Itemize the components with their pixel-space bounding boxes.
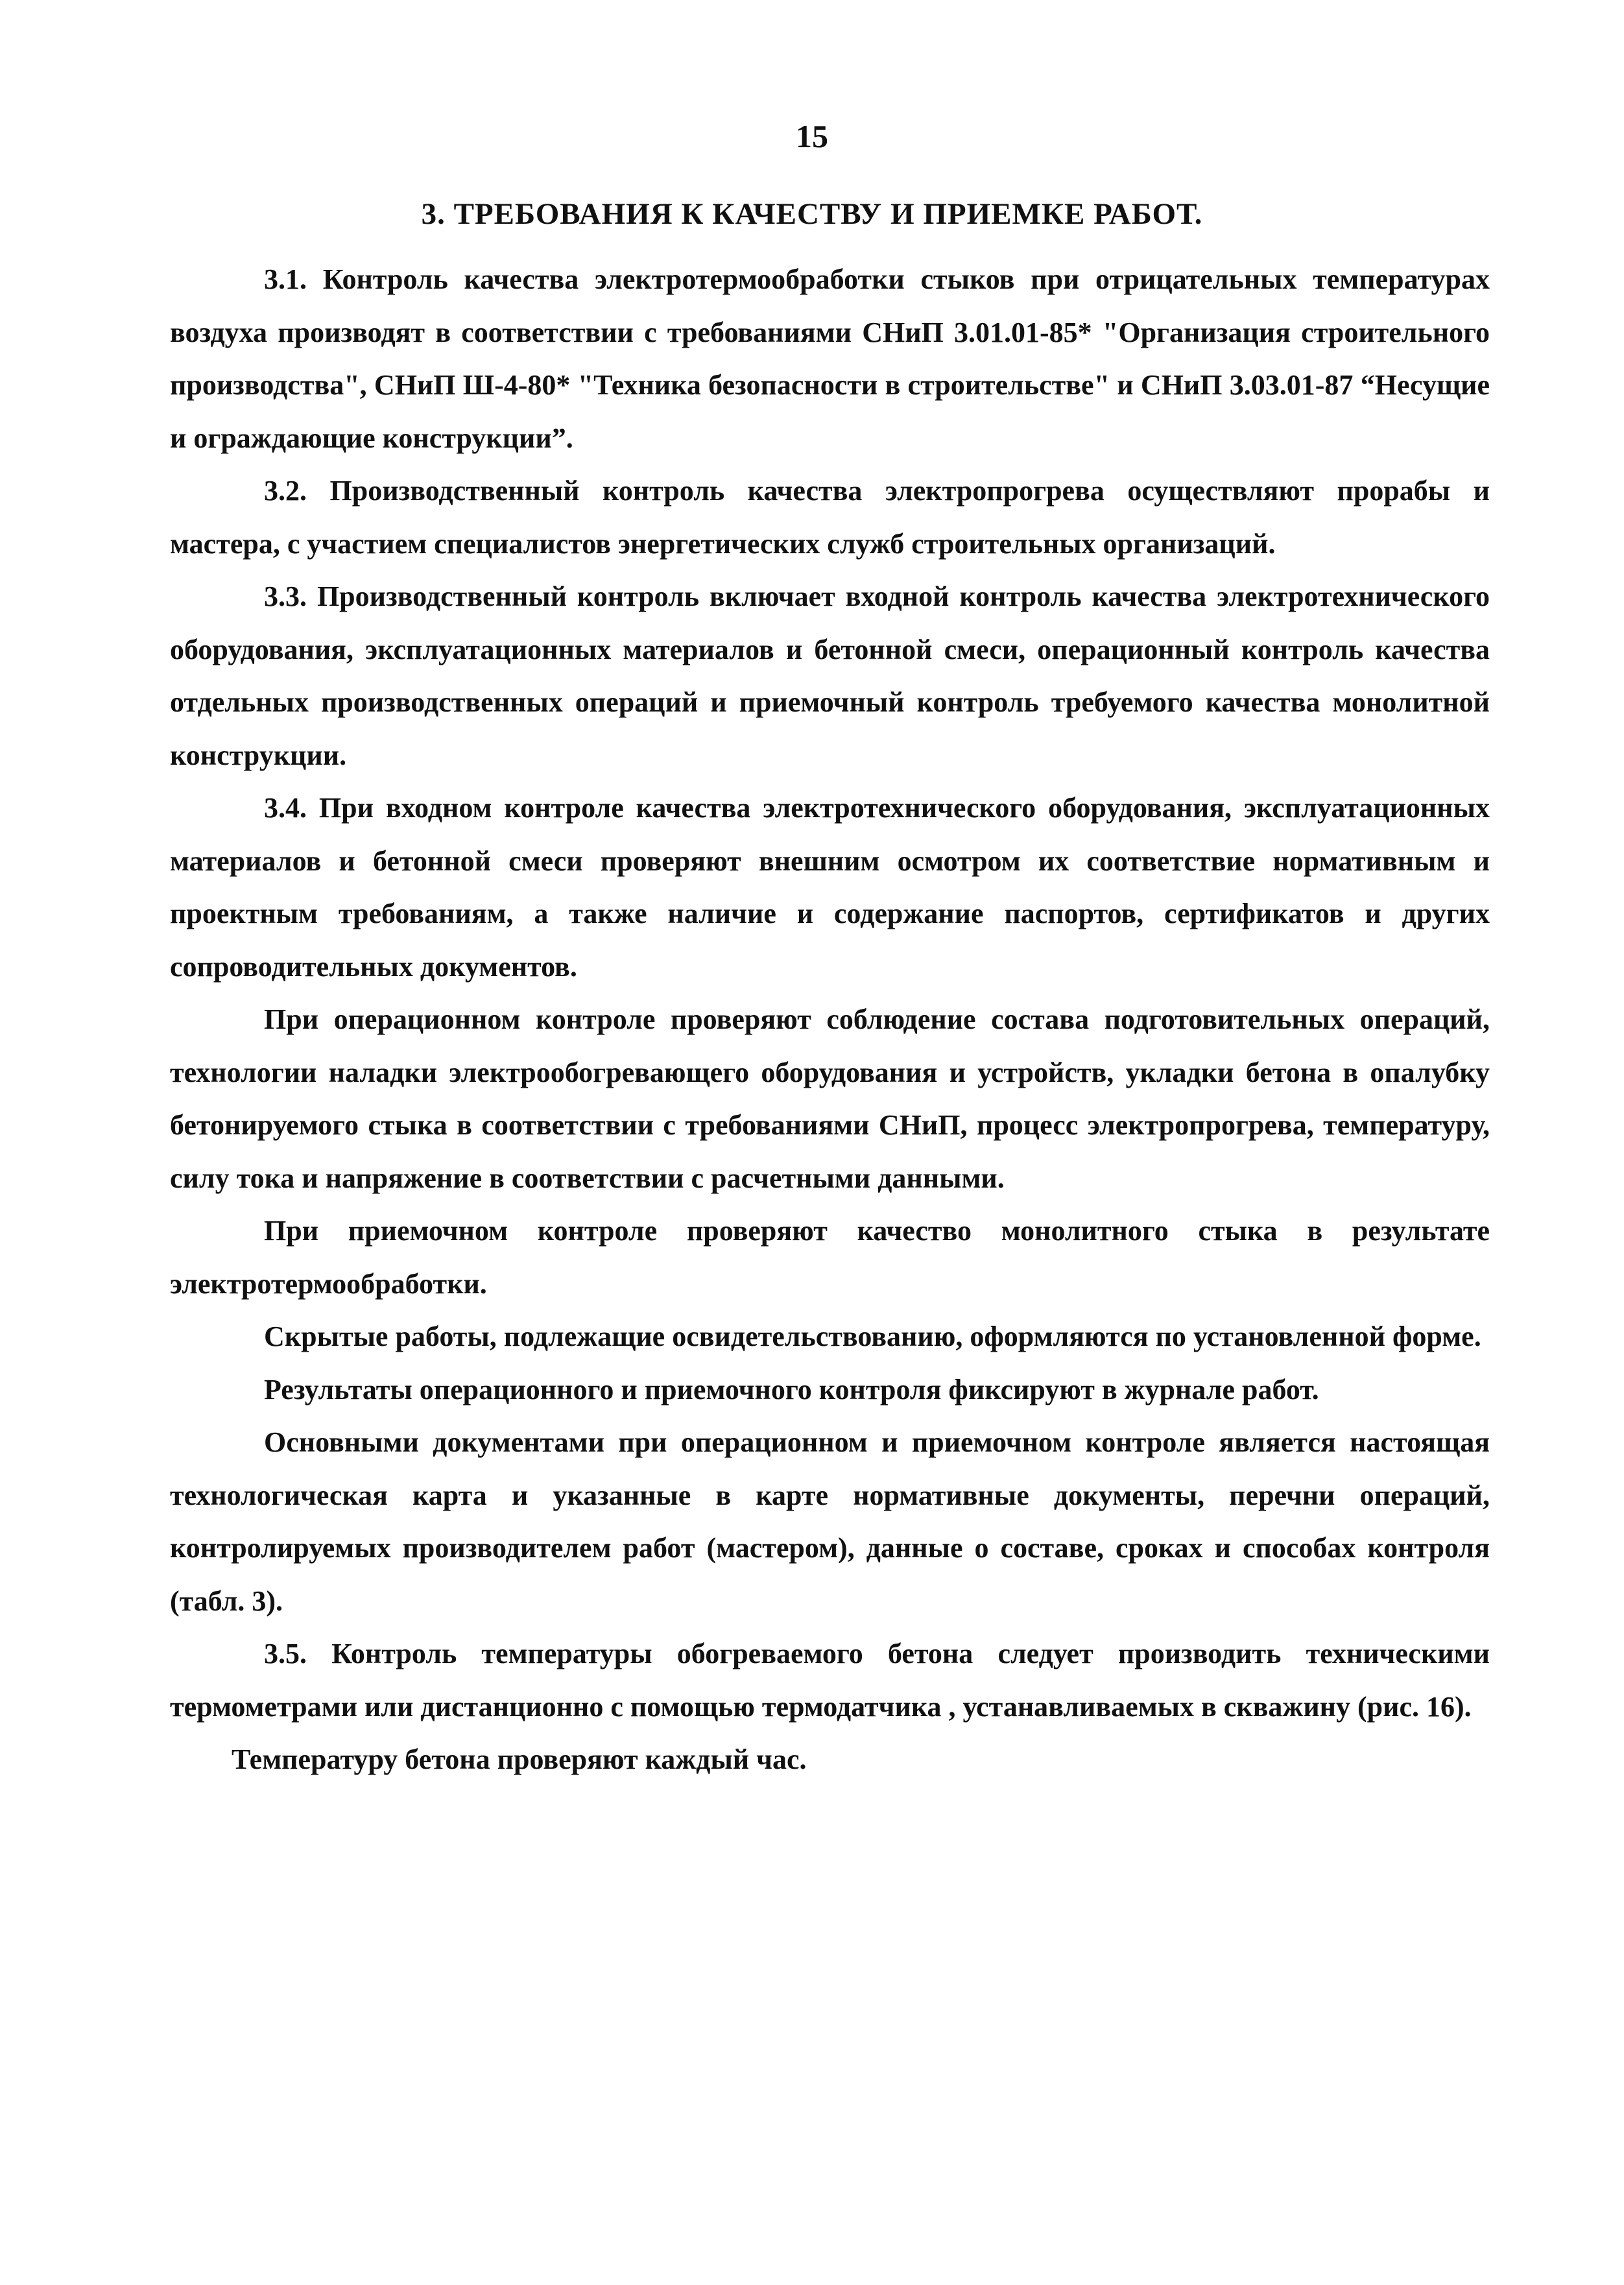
paragraph-results-journal: Результаты операционного и приемочного контроля фиксируют в журнале работ. xyxy=(264,1373,1319,1406)
paragraph-acceptance-control: При приемочном контроле проверяют качество монолитного стыка в результате электротермообработки. xyxy=(170,1215,1490,1300)
paragraph-3-3: 3.3. Производственный контроль включает входной контроль качества электротехнического оборудования, эксплуатационных материалов и бетонной смеси, операционный контроль качества отдельных производственных операций и приемочный контроль требуемого качества монолитной конструкции. xyxy=(170,580,1490,771)
section-heading: 3. ТРЕБОВАНИЯ К КАЧЕСТВУ И ПРИЕМКЕ РАБОТ. xyxy=(421,197,1203,231)
page-number: 15 xyxy=(796,118,828,154)
paragraph-3-4: 3.4. При входном контроле качества электротехнического оборудования, эксплуатационных материалов и бетонной смеси проверяют внешним осмотром их соответствие нормативным и проектным требованиям, а также наличие и содержание паспортов, сертификатов и других сопроводительных документов. xyxy=(170,792,1490,983)
body-text xyxy=(170,253,1490,1786)
paragraph-hidden-works: Скрытые работы, подлежащие освидетельствованию, оформляются по установленной форме. xyxy=(264,1321,1481,1352)
paragraph-3-1: 3.1. Контроль качества электротермообработки стыков при отрицательных температурах воздуха производят в соответствии с требованиями СНиП 3.01.01-85* "Организация строительного производства", СНиП Ш-4-80* "Техника безопасности в строительстве" и СНиП 3.03.01-87 “Несущие и ограждающие конструкции”. xyxy=(170,263,1490,454)
paragraph-main-documents: Основными документами при операционном и приемочном контроле является настоящая технологическая карта и указанные в карте нормативные документы, перечни операций, контролируемых производителем работ (мастером), данные о составе, сроках и способах контроля (табл. 3). xyxy=(170,1426,1490,1617)
paragraph-hourly-check: Температуру бетона проверяют каждый час. xyxy=(232,1743,807,1775)
paragraph-3-2: 3.2. Производственный контроль качества электропрогрева осуществляют прорабы и мастера, с участием специалистов энергетических служб строительных организаций. xyxy=(170,475,1490,560)
paragraph-operational-control: При операционном контроле проверяют соблюдение состава подготовительных операций, технологии наладки электрообогревающего оборудования и устройств, укладки бетона в опалубку бетонируемого стыка в соответствии с требованиями СНиП, процесс электропрогрева, температуру, силу тока и напряжение в соответствии с расчетными данными. xyxy=(170,1003,1490,1194)
paragraph-3-5: 3.5. Контроль температуры обогреваемого бетона следует производить техническими термометрами или дистанционно с помощью термодатчика , устанавливаемых в скважину (рис. 16). xyxy=(170,1638,1490,1723)
